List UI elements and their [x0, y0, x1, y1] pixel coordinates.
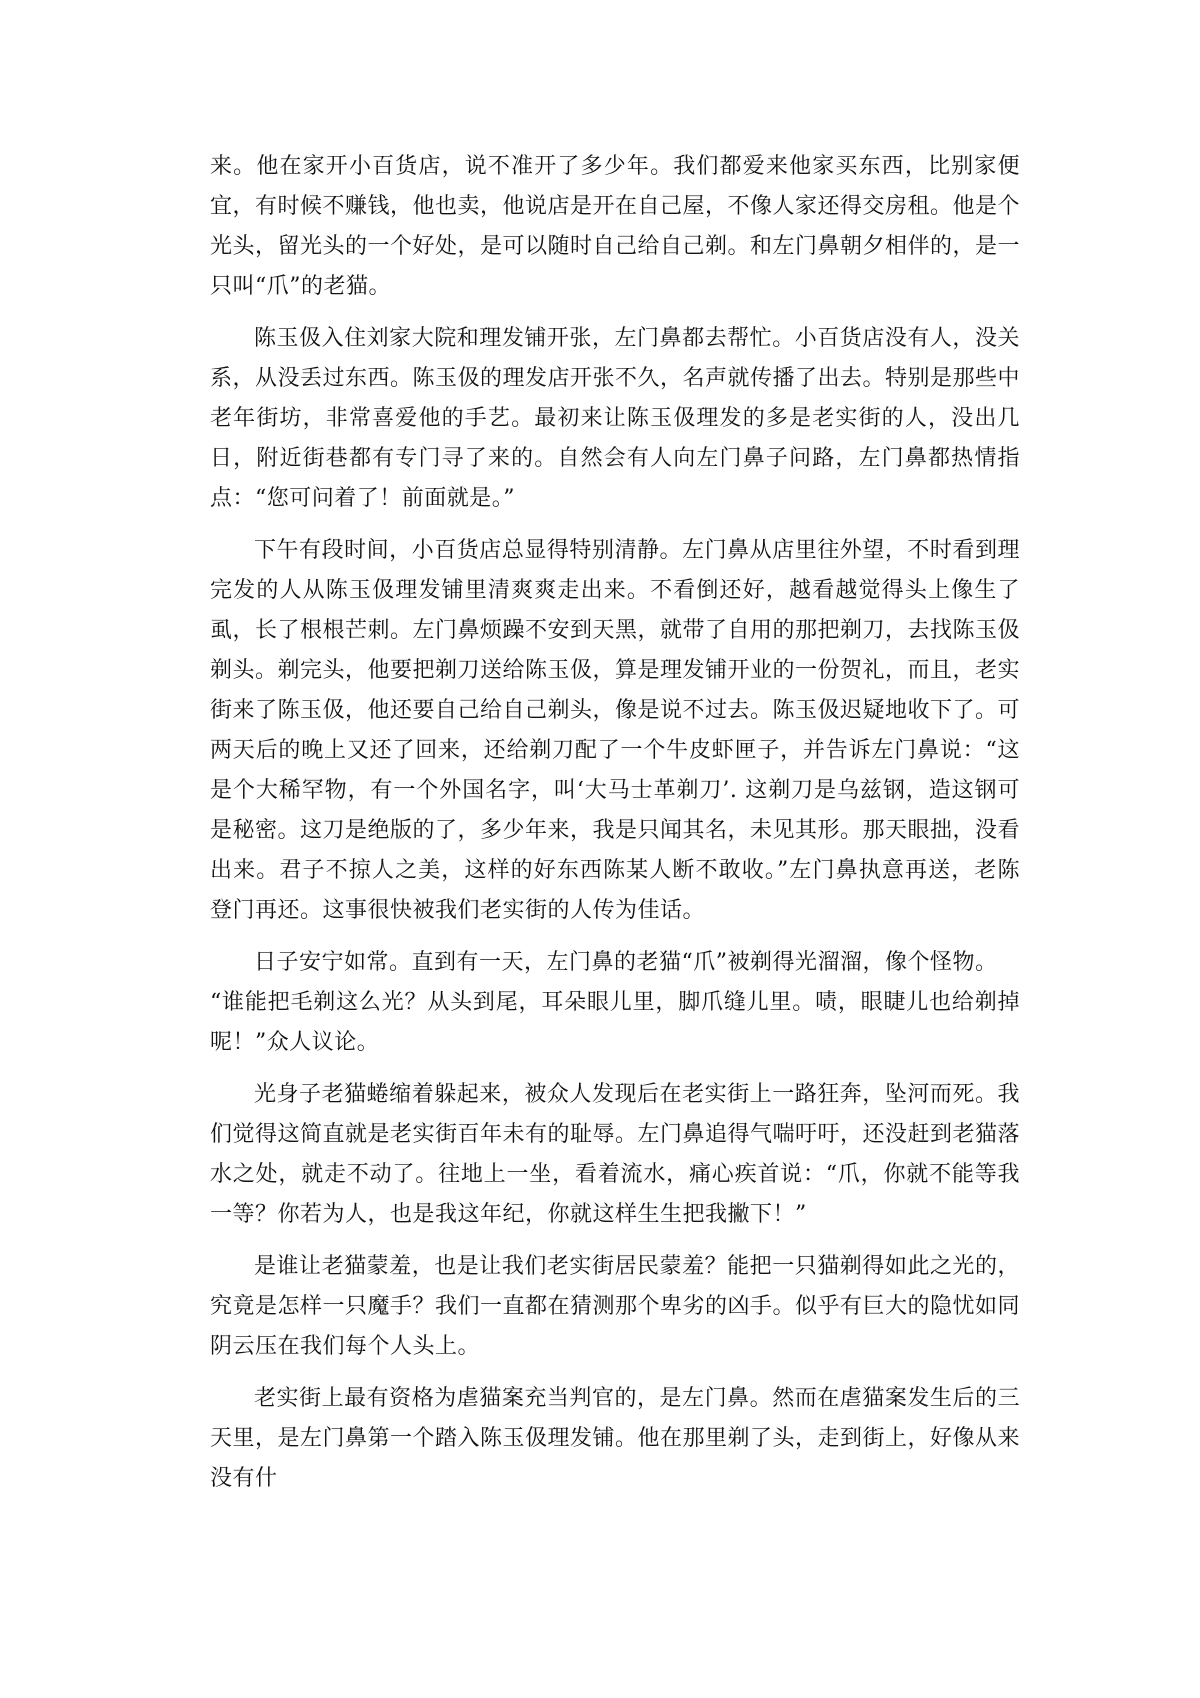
- paragraph-7: 是谁让老猫蒙羞，也是让我们老实街居民蒙羞？能把一只猫剃得如此之光的，究竟是怎样一只魔手？我们一直都在猜测那个卑劣的凶手。似乎有巨大的隐忧如同阴云压在我们每个人头上。: [210, 1254, 1021, 1359]
- paragraph-1: 来。他在家开小百货店，说不准开了多少年。我们都爱来他家买东西，比别家便宜，有时候不赚钱，他也卖，他说店是开在自己屋，不像人家还得交房租。他是个光头，留光头的一个好处，是可以随时自己给自己剃。和左门鼻朝夕相伴的，是一只叫“爪”的老猫。: [210, 154, 1021, 299]
- paragraph-8: 老实街上最有资格为虐猫案充当判官的，是左门鼻。然而在虐猫案发生后的三天里，是左门鼻第一个踏入陈玉伋理发铺。他在那里剃了头，走到街上，好像从来没有什: [210, 1386, 1021, 1491]
- story-text-body: [210, 147, 1020, 1511]
- paragraph-6: 光身子老猫蜷缩着躲起来，被众人发现后在老实街上一路狂奔，坠河而死。我们觉得这简直就是老实街百年未有的耻辱。左门鼻追得气喘吁吁，还没赶到老猫落水之处，就走不动了。往地上一坐，看着流水，痛心疾首说：“爪，你就不能等我一等？你若为人，也是我这年纪，你就这样生生把我撇下！”: [210, 1082, 1021, 1227]
- paragraph-5: “谁能把毛剃这么光？从头到尾，耳朵眼儿里，脚爪缝儿里。啧，眼睫儿也给剃掉呢！”众人议论。: [210, 990, 1020, 1055]
- paragraph-2: 陈玉伋入住刘家大院和理发铺开张，左门鼻都去帮忙。小百货店没有人，没关系，从没丢过东西。陈玉伋的理发店开张不久，名声就传播了出去。特别是那些中老年街坊，非常喜爱他的手艺。最初来让陈玉伋理发的多是老实街的人，没出几日，附近街巷都有专门寻了来的。自然会有人向左门鼻子问路，左门鼻都热情指点：“您可问着了！前面就是。”: [210, 326, 1021, 511]
- paragraph-4: 日子安宁如常。直到有一天，左门鼻的老猫“爪”被剃得光溜溜，像个怪物。: [254, 950, 998, 975]
- paragraph-3: 下午有段时间，小百货店总显得特别清静。左门鼻从店里往外望，不时看到理完发的人从陈玉伋理发铺里清爽爽走出来。不看倒还好，越看越觉得头上像生了虱，长了根根芒刺。左门鼻烦躁不安到天黑，就带了自用的那把剃刀，去找陈玉伋剃头。剃完头，他要把剃刀送给陈玉伋，算是理发铺开业的一份贺礼，而且，老实街来了陈玉伋，他还要自己给自己剃头，像是说不过去。陈玉伋迟疑地收下了。可两天后的晚上又还了回来，还给剃刀配了一个牛皮虾匣子，并告诉左门鼻说：“这是个大稀罕物，有一个外国名字，叫‘大马士革剃刀’. 这剃刀是乌兹钢，造这钢可是秘密。这刀是绝版的了，多少年来，我是只闻其名，未见其形。那天眼拙，没看出来。君子不掠人之美，这样的好东西陈某人断不敢收。”左门鼻执意再送，老陈登门再还。这事很快被我们老实街的人传为佳话。: [210, 538, 1021, 923]
